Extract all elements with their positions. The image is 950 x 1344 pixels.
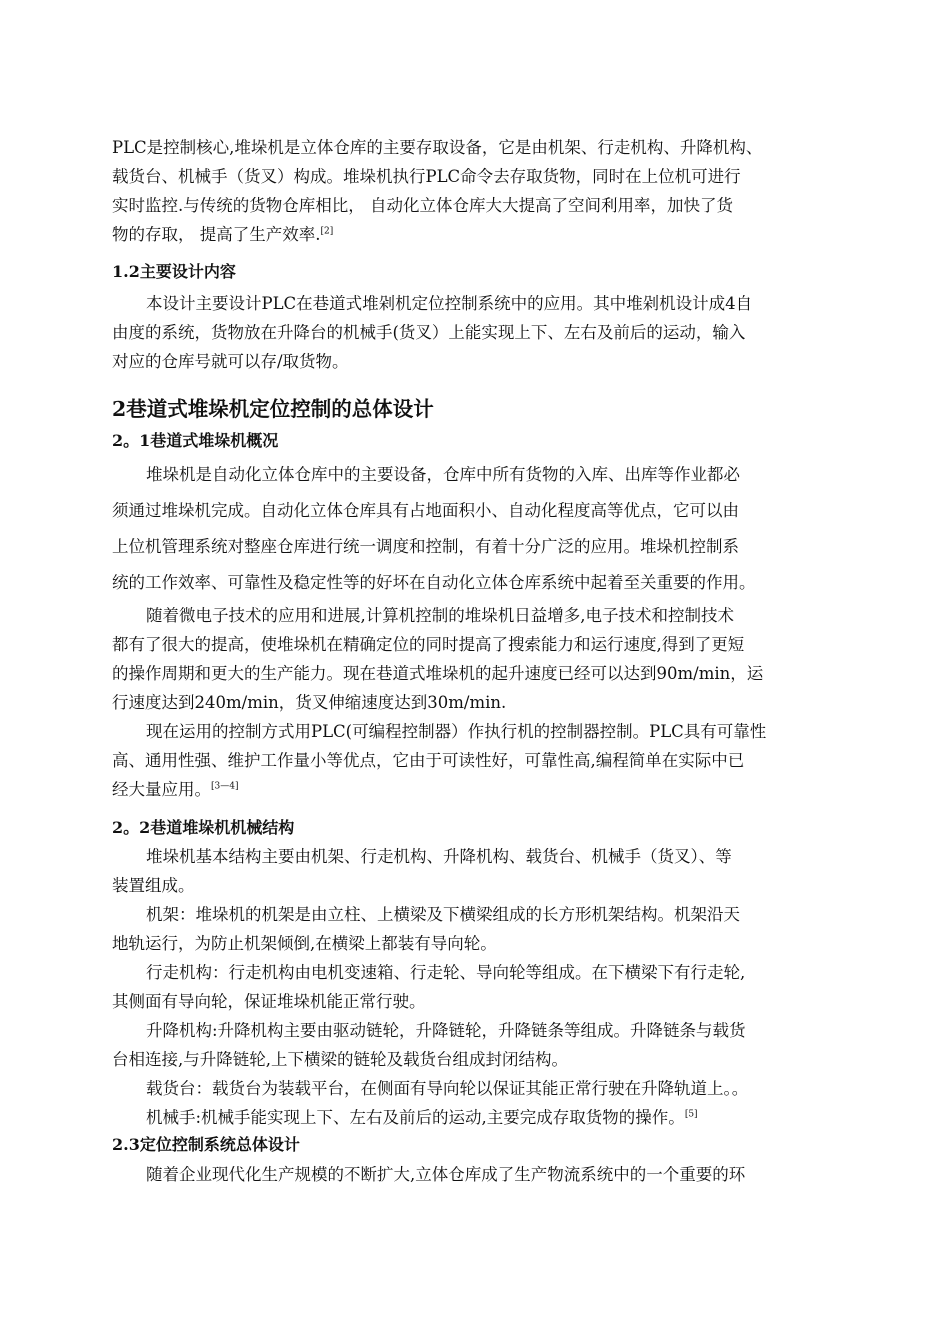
text-line — [112, 1103, 858, 1132]
text-line: 台相连接,与升降链轮,上下横梁的链轮及载货台组成封闭结构。 — [112, 1050, 568, 1069]
text-line: 堆垛机基本结构主要由机架、行走机构、升降机构、载货台、机械手（货叉）、等 — [146, 847, 732, 866]
paragraph-control-method — [112, 717, 858, 804]
text-fragment: 物的存取， 提高了生产效率. — [112, 225, 321, 244]
text-line: 须通过堆垛机完成。自动化立体仓库具有占地面积小、自动化程度高等优点，它可以由 — [112, 501, 739, 520]
text-line: 上位机管理系统对整座仓库进行统一调度和控制，有着十分广泛的应用。堆垛机控制系 — [112, 537, 739, 556]
citation-ref: [3—4] — [211, 781, 239, 792]
text-line — [112, 220, 858, 249]
text-line: 都有了很大的提高，使堆垛机在精确定位的同时提高了搜索能力和运行速度,得到了更短 — [112, 635, 745, 654]
section-heading-2-2: 2。2巷道堆垛机机械结构 — [112, 818, 295, 837]
text-line: 现在运用的控制方式用PLC(可编程控制器）作执行机的控制器控制。PLC具有可靠性 — [146, 722, 767, 741]
paragraph-carriage — [112, 1074, 858, 1103]
text-line: 随着企业现代化生产规模的不断扩大,立体仓库成了生产物流系统中的一个重要的环 — [146, 1165, 746, 1184]
paragraph-positioning-design — [112, 1160, 858, 1189]
text-line: 由度的系统，货物放在升降台的机械手(货叉）上能实现上下、左右及前后的运动，输入 — [112, 323, 746, 342]
text-line: 高、通用性强、维护工作量小等优点，它由于可读性好，可靠性高,编程简单在实际中已 — [112, 751, 745, 770]
text-line: 装置组成。 — [112, 876, 195, 895]
text-line: 行速度达到240m/min，货叉伸缩速度达到30m/min. — [112, 693, 507, 712]
text-line: 对应的仓库号就可以存/取货物。 — [112, 352, 349, 371]
text-line: 行走机构：行走机构由电机变速箱、行走轮、导向轮等组成。在下横梁下有行走轮, — [146, 963, 746, 982]
chapter-heading-2: 2巷道式堆垛机定位控制的总体设计 — [112, 397, 434, 421]
text-line: 本设计主要设计PLC在巷道式堆剁机定位控制系统中的应用。其中堆剁机设计成4自 — [146, 294, 753, 313]
text-line: 载货台、机械手（货叉）构成。堆垛机执行PLC命令去存取货物，同时在上位机可进行 — [112, 167, 741, 186]
section-heading-2-3: 2.3定位控制系统总体设计 — [112, 1135, 300, 1154]
text-line: 统的工作效率、可靠性及稳定性等的好坏在自动化立体仓库系统中起着至关重要的作用。 — [112, 573, 756, 592]
section-heading-1-2: 1.2主要设计内容 — [112, 262, 236, 281]
text-fragment: 经大量应用。 — [112, 780, 211, 799]
paragraph-design-content — [112, 289, 858, 376]
paragraph-technology-progress — [112, 601, 858, 717]
text-line: 的操作周期和更大的生产能力。现在巷道式堆垛机的起升速度已经可以达到90m/min，运 — [112, 664, 764, 683]
paragraph-frame — [112, 900, 858, 958]
text-line: 随着微电子技术的应用和进展,计算机控制的堆垛机日益增多,电子技术和控制技术 — [146, 606, 734, 625]
paragraph-plc-intro — [112, 133, 858, 249]
text-line: 实时监控.与传统的货物仓库相比， 自动化立体仓库大大提高了空间利用率，加快了货 — [112, 196, 733, 215]
section-heading-2-1: 2。1巷道式堆垛机概况 — [112, 431, 279, 450]
paragraph-travel-mechanism — [112, 958, 858, 1016]
text-line: 其侧面有导向轮，保证堆垛机能正常行驶。 — [112, 992, 426, 1011]
citation-ref: [5] — [684, 1109, 698, 1120]
text-line: 升降机构:升降机构主要由驱动链轮，升降链轮，升降链条等组成。升降链条与载货 — [146, 1021, 746, 1040]
text-fragment: 机械手:机械手能实现上下、左右及前后的运动,主要完成存取货物的操作。 — [146, 1108, 685, 1127]
text-line: 地轨运行，为防止机架倾倒,在横梁上都装有导向轮。 — [112, 934, 497, 953]
text-line: PLC是控制核心,堆垛机是立体仓库的主要存取设备，它是由机架、行走机构、升降机构、 — [112, 138, 763, 157]
text-line: 机架：堆垛机的机架是由立柱、上横梁及下横梁组成的长方形机架结构。机架沿天 — [146, 905, 740, 924]
citation-ref: [2] — [320, 226, 334, 237]
paragraph-basic-structure — [112, 842, 858, 900]
paragraph-manipulator — [112, 1103, 858, 1132]
text-line: 堆垛机是自动化立体仓库中的主要设备，仓库中所有货物的入库、出库等作业都必 — [146, 465, 740, 484]
paragraph-lift-mechanism — [112, 1016, 858, 1074]
paragraph-stacker-overview — [112, 457, 858, 601]
text-line — [112, 775, 858, 804]
text-line: 载货台：载货台为装载平台，在侧面有导向轮以保证其能正常行驶在升降轨道上。。 — [146, 1079, 749, 1098]
